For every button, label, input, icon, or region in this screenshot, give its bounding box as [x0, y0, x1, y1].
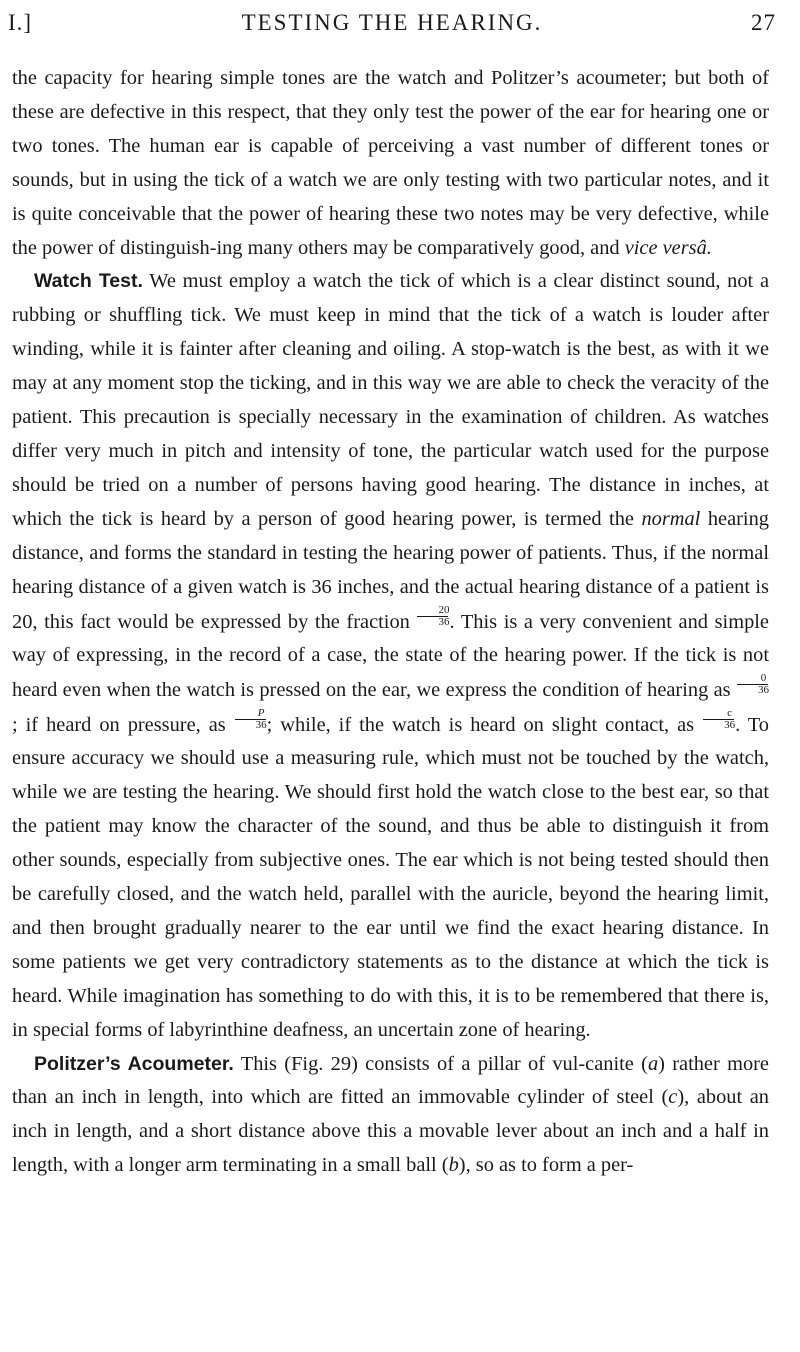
normal-italic: normal	[641, 507, 701, 530]
running-head	[8, 10, 776, 50]
fraction-denominator: 36	[758, 684, 769, 697]
watch-test-text-a: We must employ a watch the tick of which is a clear distinct sound, not a rubbing or shuffling tick. We must keep in mind that the tick of a watch is louder after winding, while it is fainter after cleaning and oiling. A stop-watch is the best, as with it we may at any moment stop the ticking, and in this way we are able to check the veracity of the patient. This precaution is specially necessary in the examination of children. As watches differ very much in pitch and intensity of tone, the particular watch used for the purpose should be tried on a number of persons having good hearing. The distance in inches, at which the tick is heard by a person of good hearing power, is termed the	[12, 270, 769, 530]
fraction-numerator: P	[257, 706, 265, 719]
fraction-numerator: c	[727, 706, 732, 719]
body-text	[12, 62, 769, 1183]
acoumeter-text-a: This (Fig. 29) consists of a pillar of vul-canite (	[233, 1052, 648, 1075]
fraction-c-36	[702, 708, 735, 731]
acoumeter-text-d: ), so as to form a per-	[458, 1154, 634, 1177]
paragraph-watch-test	[12, 265, 769, 1047]
paragraph-acoumeter	[12, 1048, 769, 1184]
watch-test-text-b: hearing distance, and forms the standard in testing the hearing power of patients. Thus, if the normal hearing distance of a given watch is 36 inches, and the actual hearing distance of a patient is 20, this fact would be expressed by the fraction	[12, 507, 769, 633]
paragraph-intro	[12, 62, 769, 265]
vice-versa-italic: vice versâ.	[624, 236, 712, 259]
chapter-marker: I.]	[8, 10, 33, 35]
page-number: 27	[751, 10, 776, 35]
fraction-20-36	[416, 605, 449, 628]
label-b: b	[448, 1154, 459, 1177]
label-c: c	[668, 1086, 678, 1109]
watch-test-text-e: ; while, if the watch is heard on slight contact, as	[266, 713, 703, 736]
label-a: a	[647, 1052, 659, 1075]
watch-test-heading: Watch Test.	[34, 270, 143, 293]
fraction-p-36	[234, 708, 267, 731]
fraction-denominator: 36	[255, 718, 267, 731]
acoumeter-text-c: ), about an inch in length, and a short distance above this a movable lever about an inch and a half in length, with a longer arm terminating in a small ball (	[12, 1086, 769, 1177]
watch-test-text-d: ; if heard on pressure, as	[12, 713, 234, 736]
watch-test-text-c: . This is a very convenient and simple way of expressing, in the record of a case, the state of the hearing power. If the tick is not heard even when the watch is pressed on the ear, we express the condition of hearing as	[12, 610, 769, 701]
watch-test-text-f: . To ensure accuracy we should use a measuring rule, which must not be touched by the watch, while we are testing the hearing. We should first hold the watch close to the best ear, so that the patient may know the character of the sound, and thus be able to distinguish it from other sounds, especially from subjective ones. The ear which is not being tested should then be carefully closed, and the watch held, parallel with the auricle, beyond the hearing limit, and then brought gradually nearer to the ear until we find the exact hearing distance. In some patients we get very contradictory statements as to the distance at which the tick is heard. While imagination has something to do with this, it is to be remembered that there is, in special forms of labyrinthine deafness, an uncertain zone of hearing.	[12, 713, 769, 1041]
paragraph-intro-text: the capacity for hearing simple tones are the watch and Politzer’s acoumeter; but both of these are defective in this respect, that they only test the power of the ear for hearing one or two tones. The human ear is capable of perceiving a vast number of different tones or sounds, but in using the tick of a watch we are only testing with two particular notes, and it is quite conceivable that the power of hearing these two notes may be very defective, while the power of distinguish-ing many others may be comparatively good, and	[12, 67, 769, 259]
fraction-0-36	[736, 673, 769, 696]
fraction-denominator: 36	[438, 615, 450, 628]
running-title: TESTING THE HEARING.	[241, 10, 543, 35]
fraction-numerator: 0	[760, 672, 767, 685]
acoumeter-heading: Politzer’s Acoumeter.	[34, 1052, 234, 1075]
fraction-numerator: 20	[438, 603, 450, 616]
fraction-denominator: 36	[724, 718, 736, 731]
acoumeter-text-b: ) rather more than an inch in length, into which are fitted an immovable cylinder of steel (	[12, 1052, 769, 1109]
